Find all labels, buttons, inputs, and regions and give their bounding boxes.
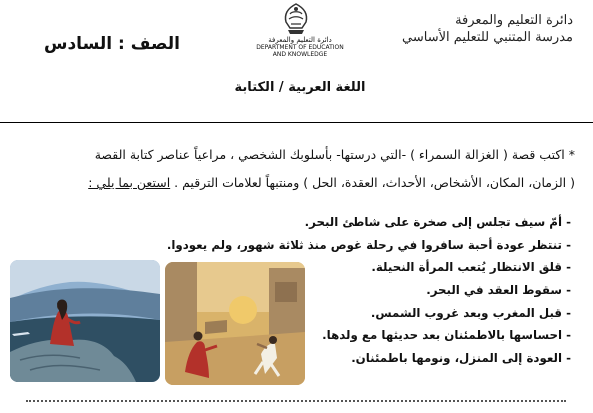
department-logo-text <box>252 37 348 58</box>
school-header <box>373 12 573 46</box>
writing-line <box>26 400 566 402</box>
logo-english-line-1: DEPARTMENT OF EDUCATION <box>256 44 344 51</box>
woman-on-rock-illustration <box>10 260 160 382</box>
grade-label: الصف : السادس <box>44 34 180 54</box>
instruction-line-2 <box>15 175 575 190</box>
list-item: - تنتظر عودة أحبة سافروا في رحلة غوص منذ ثلاثة شهور، ولم يعودوا. <box>166 237 571 252</box>
list-item: - العودة إلى المنزل، ونومها باطمئنان. <box>351 351 571 366</box>
list-item: - قلق الانتظار يُتعب المرأة النحيلة. <box>371 260 571 275</box>
subject-title: اللغة العربية / الكتابة <box>234 80 366 95</box>
logo-english-line-2: AND KNOWLEDGE <box>272 51 328 58</box>
list-item: - أمّ سيف تجلس إلى صخرة على شاطئ البحر. <box>304 215 571 229</box>
school-name: مدرسة المتنبي للتعليم الأساسي <box>402 30 573 45</box>
logo-arabic-text: دائرة التعليم والمعرفة <box>268 36 332 44</box>
helper-label: استعن بما يلي : <box>88 175 171 190</box>
instruction-line-1: * اكتب قصة ( الغزالة السمراء ) -التي درستها- بأسلوبك الشخصي ، مراعياً عناصر كتابة القصة <box>94 147 575 162</box>
story-elements: ( الزمان، المكان، الأشخاص، الأحداث، العقدة، الحل ) ومنتبهاً لعلامات الترقيم . <box>174 175 575 190</box>
emblem-icon <box>278 2 314 36</box>
sunset-boy-running-illustration <box>165 262 305 385</box>
story-points-list <box>166 211 571 370</box>
department-name: دائرة التعليم والمعرفة <box>455 13 573 28</box>
list-item: - قبل المغرب وبعد غروب الشمس. <box>370 305 571 320</box>
list-item: - احساسها بالاطمئنان بعد حديثها مع ولدها. <box>322 328 571 343</box>
header-divider <box>0 122 593 123</box>
list-item: - سقوط العقد في البحر. <box>426 283 571 298</box>
